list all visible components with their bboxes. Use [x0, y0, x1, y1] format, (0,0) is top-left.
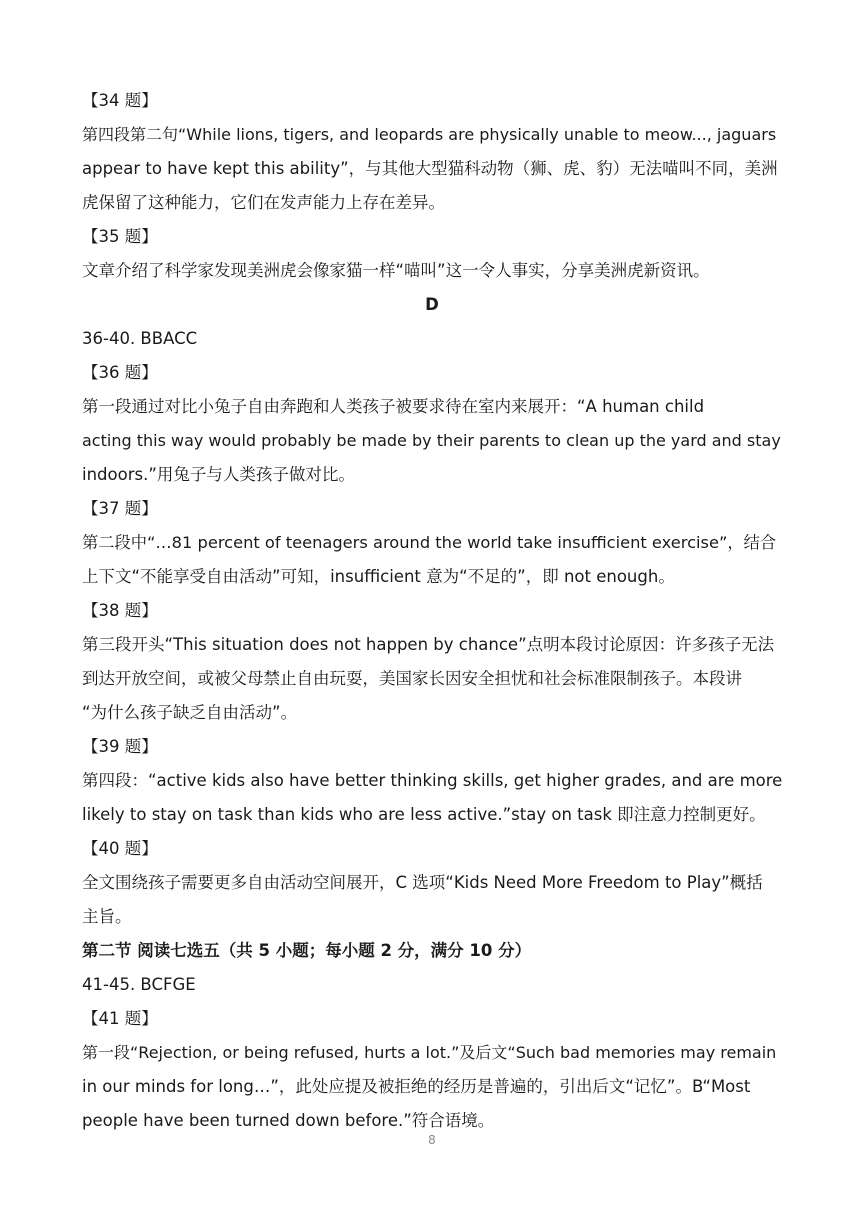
paragraph-line: 第四段：“active kids also have better thinking skills, get higher grades, and are more [82, 771, 783, 790]
paragraph-line: 第二段中“…81 percent of teenagers around the world take insufficient exercise”，结合 [82, 533, 777, 552]
question-heading-35: 【35 题】 [82, 227, 158, 246]
paragraph-line: appear to have kept this ability”，与其他大型猫科动物（狮、虎、豹）无法喵叫不同，美洲 [82, 159, 778, 178]
document-body [82, 84, 782, 1138]
question-heading-37: 【37 题】 [82, 499, 158, 518]
question-heading-40: 【40 题】 [82, 839, 158, 858]
answer-key-36-40: 36-40. BBACC [82, 329, 198, 348]
paragraph-line: 第四段第二句“While lions, tigers, and leopards are physically unable to meow..., jaguars [82, 125, 777, 144]
paragraph-line: likely to stay on task than kids who are less active.”stay on task 即注意力控制更好。 [82, 805, 766, 824]
paragraph-line: 到达开放空间，或被父母禁止自由玩耍，美国家长因安全担忧和社会标准限制孩子。本段讲 [82, 669, 742, 688]
answer-key-41-45: 41-45. BCFGE [82, 975, 196, 994]
paragraph-line: 虎保留了这种能力，它们在发声能力上存在差异。 [82, 193, 445, 212]
paragraph-line: in our minds for long…”，此处应提及被拒绝的经历是普遍的，引出后文“记忆”。B“Most [82, 1077, 751, 1096]
paragraph-line: 文章介绍了科学家发现美洲虎会像家猫一样“喵叫”这一令人事实，分享美洲虎新资讯。 [82, 261, 710, 280]
question-heading-39: 【39 题】 [82, 737, 158, 756]
paragraph-line: acting this way would probably be made by their parents to clean up the yard and stay [82, 431, 781, 450]
page-number: 8 [428, 1133, 436, 1147]
paragraph-line: 第一段“Rejection, or being refused, hurts a lot.”及后文“Such bad memories may remain [82, 1043, 777, 1062]
question-heading-41: 【41 题】 [82, 1009, 158, 1028]
paragraph-line: “为什么孩子缺乏自由活动”。 [82, 703, 298, 722]
paragraph-line: 上下文“不能享受自由活动”可知，insufficient 意为“不足的”，即 not enough。 [82, 567, 675, 586]
question-heading-38: 【38 题】 [82, 601, 158, 620]
question-heading-34: 【34 题】 [82, 91, 158, 110]
paragraph-line: 全文围绕孩子需要更多自由活动空间展开，C 选项“Kids Need More Freedom to Play”概括 [82, 873, 763, 892]
paragraph-line: 第一段通过对比小兔子自由奔跑和人类孩子被要求待在室内来展开：“A human child [82, 397, 705, 416]
paragraph-line: people have been turned down before.”符合语境。 [82, 1111, 495, 1130]
paragraph-line: indoors.”用兔子与人类孩子做对比。 [82, 465, 355, 484]
section-heading-d: D [425, 295, 439, 314]
paragraph-line: 第三段开头“This situation does not happen by chance”点明本段讨论原因：许多孩子无法 [82, 635, 775, 654]
section-heading-part-two: 第二节 阅读七选五（共 5 小题；每小题 2 分，满分 10 分） [82, 941, 532, 960]
question-heading-36: 【36 题】 [82, 363, 158, 382]
paragraph-line: 主旨。 [82, 907, 132, 926]
